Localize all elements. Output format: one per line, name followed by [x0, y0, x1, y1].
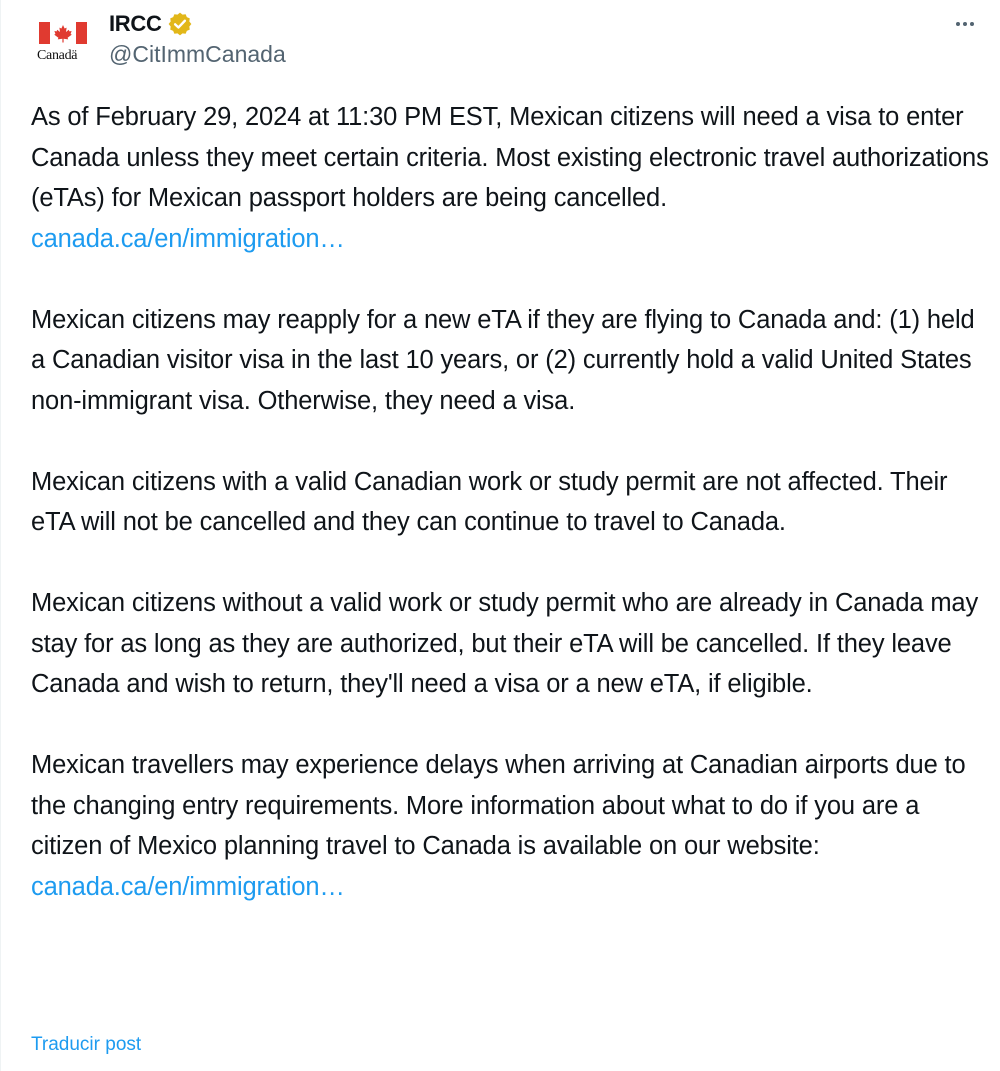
paragraph-text: Mexican citizens without a valid work or study permit who are already in Canada may stay for as long as they are authorized, but their eTA will be cancelled. If they leave Canada and wish to return, they'll need a visa or a new eTA, if eligible. — [31, 589, 979, 698]
post-paragraph — [31, 300, 991, 422]
post-paragraph — [31, 97, 996, 259]
avatar[interactable] — [31, 10, 95, 72]
more-horizontal-icon[interactable] — [950, 14, 980, 34]
post-body — [31, 97, 996, 907]
display-name[interactable]: IRCC — [109, 11, 162, 36]
more-dot — [956, 22, 960, 26]
canada-flag-icon — [39, 22, 87, 44]
post-paragraph — [31, 583, 991, 705]
author-info — [109, 10, 286, 68]
more-dot — [963, 22, 967, 26]
post-paragraph — [31, 745, 991, 907]
paragraph-text: Mexican travellers may experience delays when arriving at Canadian airports due to the changing entry requirements. More information about what to do if you are a citizen of Mexico planning travel to Canada is available on our website: — [31, 751, 973, 860]
post-link[interactable]: canada.ca/en/immigration… — [31, 224, 345, 253]
more-dot — [970, 22, 974, 26]
author-handle[interactable]: @CitImmCanada — [109, 41, 286, 67]
paragraph-text: As of February 29, 2024 at 11:30 PM EST, Mexican citizens will need a visa to enter Canada unless they meet certain criteria. Most existing electronic travel authorizations (eTAs) for Mexican passport holders are being cancelled. — [31, 103, 996, 212]
translate-post-link[interactable]: Traducir post — [31, 1034, 142, 1055]
verified-gold-badge-icon[interactable] — [167, 11, 193, 37]
paragraph-text: Mexican citizens with a valid Canadian work or study permit are not affected. Their eTA will not be cancelled and they can continue to travel to Canada. — [31, 467, 948, 536]
paragraph-text: Mexican citizens may reapply for a new eTA if they are flying to Canada and: (1) held a Canadian visitor visa in the last 10 years, or (2) currently hold a valid United States non-immigrant visa. Otherwise, they need a visa. — [31, 305, 975, 415]
canada-wordmark: Canadä — [37, 48, 78, 63]
post-header — [31, 10, 286, 74]
name-row — [109, 10, 286, 38]
post-link[interactable]: canada.ca/en/immigration… — [31, 872, 345, 901]
post-paragraph — [31, 462, 991, 543]
